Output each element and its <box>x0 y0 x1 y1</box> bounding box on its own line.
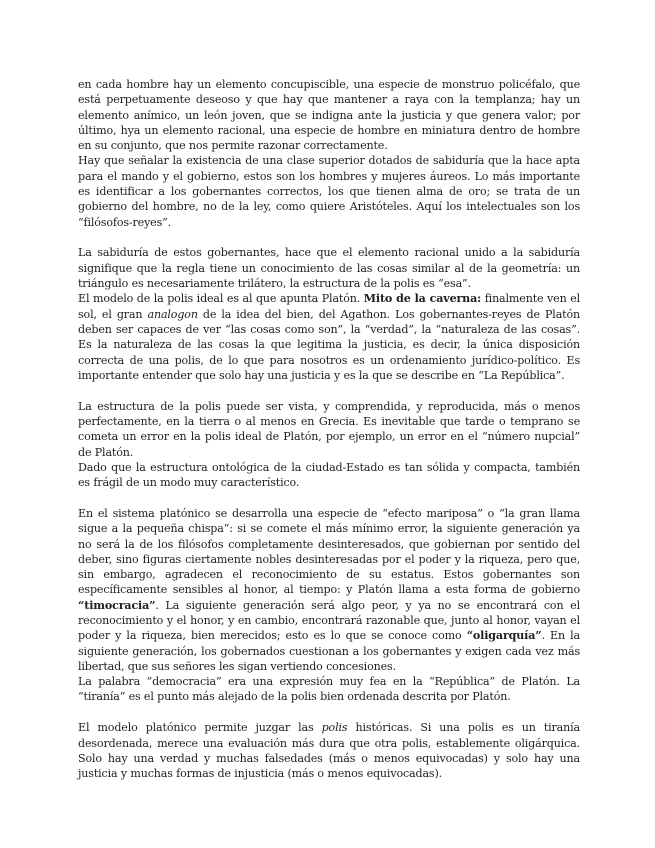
paragraph-concupiscible: en cada hombre hay un elemento concupiscible, una especie de monstruo policéfalo, que está perpetuamente deseoso y que hay que mantener a raya con la templanza; hay un elemento anímico, un león joven, que se indigna ante la justicia y que genera valor; por último, hya un elemento racional, una especie de hombre en miniatura dentro de hombre en su conjunto, que nos permite razonar correctamente. <box>78 78 580 153</box>
paragraph-clase-superior: Hay que señalar la existencia de una clase superior dotados de sabiduría que la hace apta para el mando y el gobierno, estos son los hombres y mujeres áureos. Lo más importante es identificar a los gobernantes correctos, los que tienen alma de oro; se trata de un gobierno del hombre, no de la ley, como quiere Aristóteles. Aquí los intelectuales son los “filósofos-reyes”. <box>78 154 580 229</box>
text-run: finalmente ven el sol, el gran <box>78 292 580 321</box>
paragraph-ontologica: Dado que la estructura ontológica de la ciudad-Estado es tan sólida y compacta, también es frágil de un modo muy característico. <box>78 460 580 490</box>
text-run: En el sistema platónico se desarrolla una especie de “efecto mariposa” o “la gran llama sigue a la pequeña chispa”: si se comete el más mínimo error, la siguiente generación ya no será la de los filósofos completamente desinteresados, que gobiernan por sentido del deber, sino figuras ciertamente nobles desinteresadas por el poder y la riqueza, pero que, sin embargo, agradecen el reconocimiento de su estatus. Estos gobernantes son específicamente sensibles al honor, al tiempo: y Platón llama a esta forma de gobierno <box>78 506 580 597</box>
paragraph-modelo-platonico <box>78 720 580 781</box>
document-body <box>78 77 580 781</box>
text-run: de la idea del bien, del Agathon. Los gobernantes-reyes de Platón deben ser capaces de ver “las cosas como son”, la “verdad”, la “naturaleza de las cosas”. Es la naturaleza de las cosas la que legitima la justicia, es decir, la única disposición correcta de una polis, de lo que para nosotros es un ordenamiento jurídico-político. Es importante entender que solo hay una justicia y es la que se describe en “La República”. <box>78 307 580 382</box>
text-run: El modelo platónico permite juzgar las <box>78 721 322 735</box>
paragraph-sabiduria: La sabiduría de estos gobernantes, hace que el elemento racional unido a la sabiduría signifique que la regla tiene un conocimiento de las cosas similar al de la geometría: un triángulo es necesariamente trilátero, la estructura de la polis es “esa”. <box>78 246 580 291</box>
bold-timocracia: “timocracia” <box>78 598 156 612</box>
paragraph-modelo-polis <box>78 291 580 383</box>
bold-oligarquia: “oligarquía” <box>466 629 542 643</box>
text-run: históricas. Si una polis es un tiranía desordenada, merece una evaluación más dura que otra polis, establemente oligárquica. Solo hay una verdad y muchas falsedades (más o menos equivocadas) y solo hay una justicia y muchas formas de injusticia (más o menos equivocadas). <box>78 721 580 781</box>
italic-analogon: analogon <box>147 307 198 321</box>
paragraph-democracia: La palabra “democracia” era una expresión muy fea en la “República” de Platón. La “tiranía” es el punto más alejado de la polis bien ordenada descrita por Platón. <box>78 675 580 704</box>
italic-polis: polis <box>321 721 348 735</box>
text-run: El modelo de la polis ideal es al que apunta Platón. <box>78 292 364 306</box>
bold-mito-caverna: Mito de la caverna: <box>363 292 482 306</box>
text-run: . En la siguiente generación, los gobernados cuestionan a los gobernantes y exigen cada vez más libertad, que sus señores les sigan vertiendo concesiones. <box>78 629 581 673</box>
text-run: . La siguiente generación será algo peor, y ya no se encontrará con el reconocimiento y el honor, y en cambio, encontrará razonable que, junto al honor, vayan el poder y la riqueza, bien merecidos; esto es lo que se conoce como <box>78 598 580 643</box>
paragraph-efecto-mariposa <box>78 506 580 674</box>
paragraph-estructura-polis: La estructura de la polis puede ser vista, y comprendida, y reproducida, más o menos perfectamente, en la tierra o al menos en Grecia. Es inevitable que tarde o temprano se cometa un error en la polis ideal de Platón, por ejemplo, un error en el “número nupcial” de Platón. <box>78 399 580 459</box>
